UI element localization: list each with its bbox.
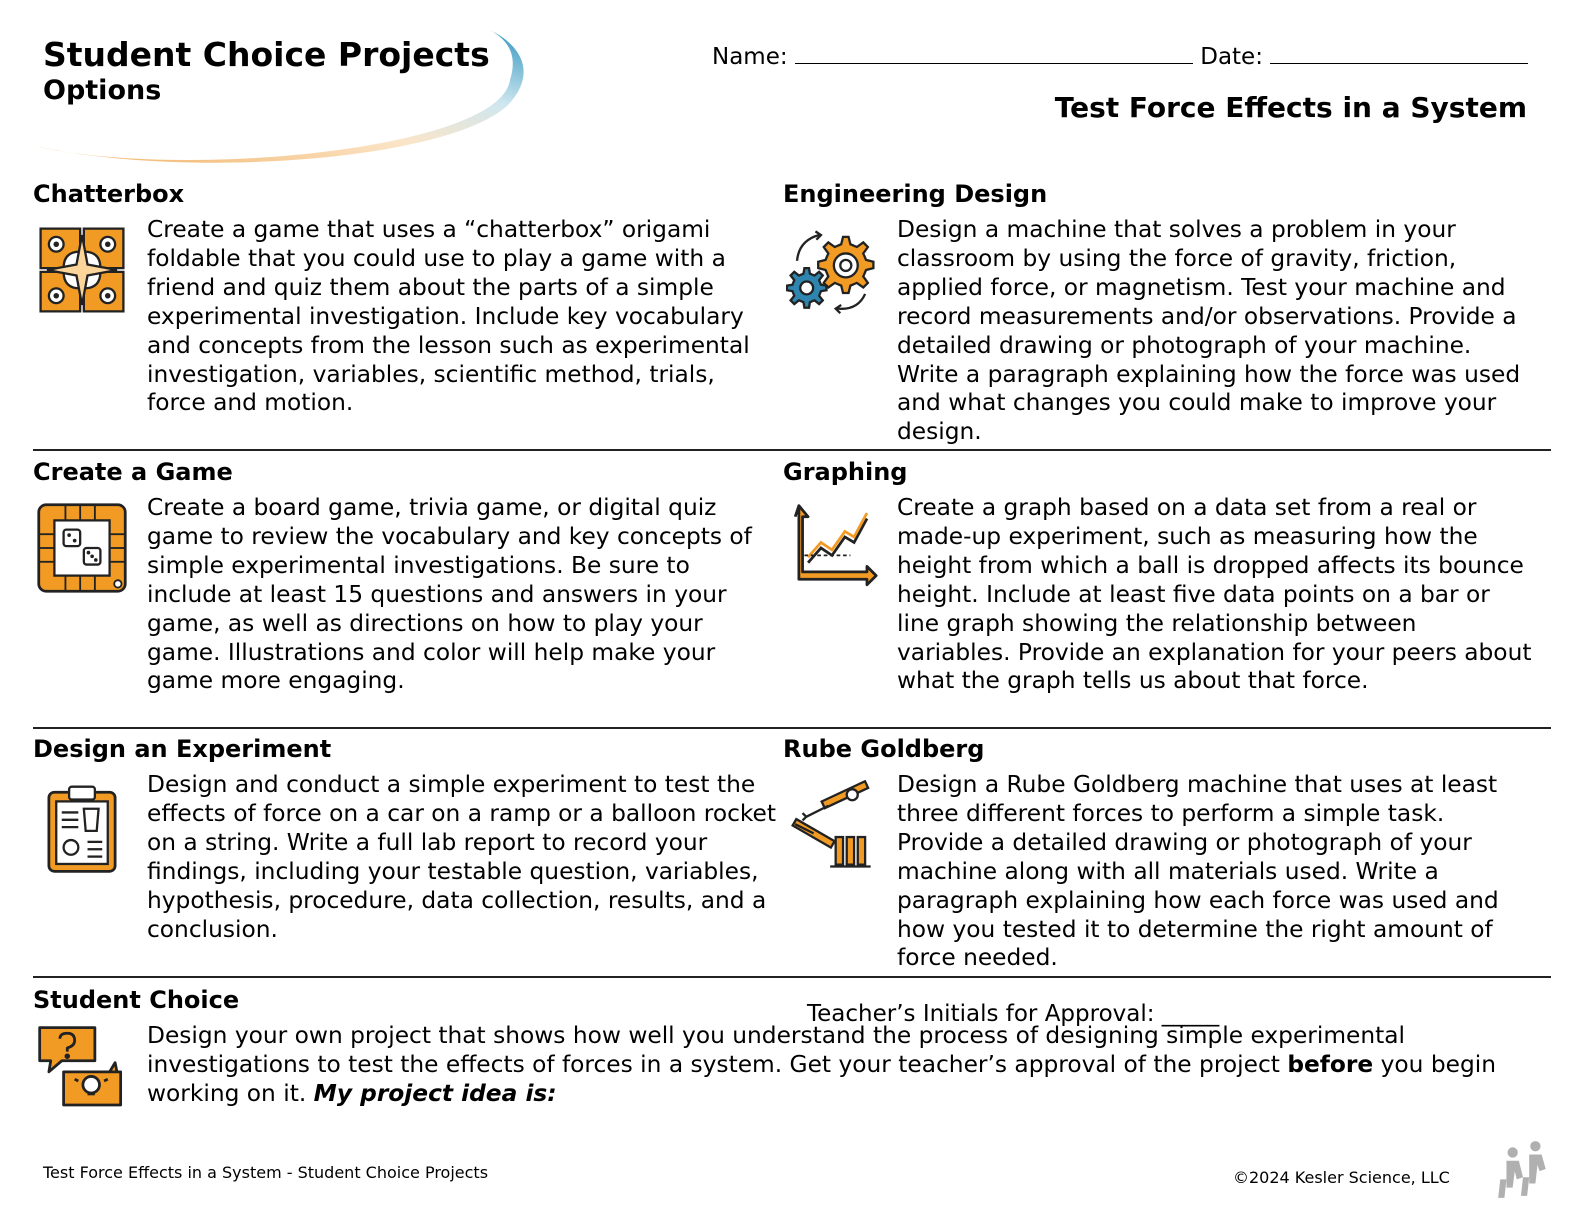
date-field[interactable]	[1270, 43, 1528, 64]
description-create-a-game: Create a board game, trivia game, or digital quiz game to review the vocabulary and key concepts of simple experimental investigations. Be sure to include at least 15 questions and answers in your game, as well as directions on how to play your game. Illustrations and color will help make your game more engaging.	[147, 494, 752, 695]
section-title-rube-goldberg: Rube Goldberg	[783, 735, 985, 763]
chatterbox-origami-icon	[36, 224, 128, 316]
divider-row-1	[33, 449, 1551, 451]
section-title-create-a-game: Create a Game	[33, 458, 233, 486]
clipboard-icon	[36, 783, 128, 875]
section-title-graphing: Graphing	[783, 458, 908, 486]
section-title-chatterbox: Chatterbox	[33, 180, 185, 208]
name-label: Name:	[712, 44, 788, 70]
description-design-an-experiment: Design and conduct a simple experiment to test the effects of force on a car on a ramp or a balloon rocket on a string. Write a full lab report to record your findings, including your testable question, variables, hypothesis, procedure, data collection, results, and a conclusion.	[147, 771, 777, 943]
gears-icon	[786, 224, 878, 316]
footer-copyright: ©2024 Kesler Science, LLC	[1233, 1168, 1450, 1187]
description-engineering-design: Design a machine that solves a problem in your classroom by using the force of gravity, friction, applied force, or magnetism. Test your machine and record measurements and/or observations. Provide a detailed drawing or photograph of your machine. Write a paragraph explaining how the force was used and what changes you could make to improve your design.	[897, 216, 1521, 446]
idea-chat-icon	[36, 1024, 128, 1116]
section-title-student-choice: Student Choice	[33, 986, 240, 1014]
kesler-science-logo	[1492, 1138, 1554, 1200]
section-title-design-an-experiment: Design an Experiment	[33, 735, 332, 763]
description-chatterbox: Create a game that uses a “chatterbox” origami foldable that you could use to play a game with a friend and quiz them about the parts of a simple experimental investigation. Include key vocabulary and concepts from the lesson such as experimental investigation, variables, scientific method, trials, force and motion.	[147, 216, 750, 417]
date-label: Date:	[1200, 44, 1263, 70]
student-choice-text-2: you begin working on it.	[147, 1050, 1496, 1107]
name-field[interactable]	[795, 43, 1193, 64]
student-choice-text-bold: before	[1287, 1050, 1374, 1078]
section-title-engineering-design: Engineering Design	[783, 180, 1048, 208]
board-game-icon	[36, 502, 128, 594]
student-choice-text-1: Design your own project that shows how well you understand the process of designing simple experimental investigations to test the effects of forces in a system. Get your teacher’s approval of the project	[147, 1022, 1406, 1078]
name-date-line	[712, 43, 1528, 71]
unit-title: Test Force Effects in a System	[1054, 91, 1527, 124]
divider-row-3	[33, 976, 1551, 978]
student-choice-description	[147, 1022, 1507, 1109]
project-idea-prompt: My project idea is:	[313, 1079, 557, 1107]
description-rube-goldberg: Design a Rube Goldberg machine that uses at least three different forces to perform a simple task. Provide a detailed drawing or photograph of your machine along with all materials used. Write a paragraph explaining how each force was used and how you tested it to determine the right amount of force needed.	[897, 771, 1499, 972]
line-graph-icon	[786, 502, 878, 594]
page-title: Student Choice Projects	[43, 35, 490, 74]
chain-reaction-icon	[786, 780, 878, 872]
divider-row-2	[33, 727, 1551, 729]
teacher-approval-line[interactable]: Teacher’s Initials for Approval: _____	[807, 1001, 1220, 1027]
footer-title: Test Force Effects in a System - Student Choice Projects	[43, 1163, 489, 1182]
page-subtitle: Options	[43, 75, 162, 106]
description-graphing: Create a graph based on a data set from a real or made-up experiment, such as measuring how the height from which a ball is dropped affects its bounce height. Include at least five data points on a bar or line graph showing the relationship between variables. Provide an explanation for your peers about what the graph tells us about that force.	[897, 494, 1532, 695]
